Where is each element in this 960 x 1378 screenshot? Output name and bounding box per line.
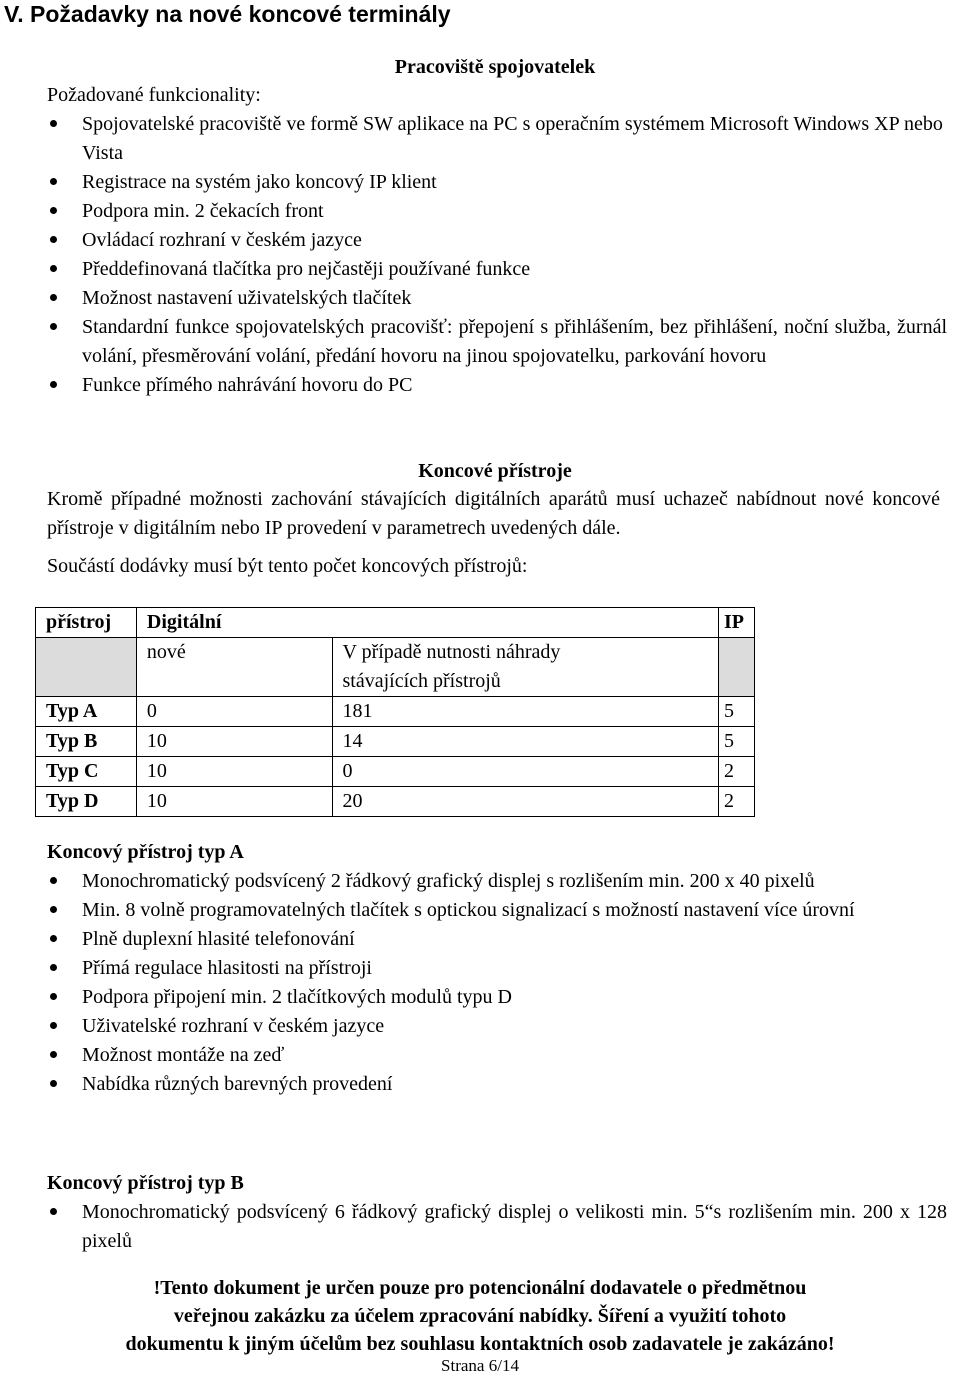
list-item: Plně duplexní hlasité telefonování [47,925,947,954]
functionality-list [47,110,947,400]
row-new: 10 [136,727,332,757]
row-type: Typ C [36,757,137,787]
notice-line: dokumentu k jiným účelům bez souhlasu kontaktních osob zadavatele je zakázáno! [125,1333,835,1355]
list-item: Podpora připojení min. 2 tlačítkových modulů typu D [47,983,947,1012]
header-digital [136,608,718,638]
list-item: Monochromatický podsvícený 6 řádkový grafický displej o velikosti min. 5“s rozlišením min. 200 x 128 pixelů [47,1198,947,1256]
type-a-title: Koncový přístroj typ A [47,841,244,863]
notice-line: veřejnou zakázku za účelem zpracování nabídky. Šíření a využití tohoto [173,1305,787,1327]
table-row [36,787,755,817]
type-a-spec-list [47,867,947,1099]
list-item: Možnost nastavení uživatelských tlačítek [47,284,947,313]
row-ip: 5 [719,727,755,757]
subheader-new: nové [136,638,332,697]
header-digital-label: Digitální [146,611,222,633]
table-subheader-row [36,638,755,697]
row-replacement: 20 [332,787,719,817]
list-item: Standardní funkce spojovatelských pracovišť: přepojení s přihlášením, bez přihlášení, noční služba, žurnál volání, přesměrování volání, předání hovoru na jinou spojovatelku, parkování hovoru [47,313,947,371]
subheader-replacement: V případě nutnosti náhrady stávajících přístrojů [332,638,719,697]
row-new: 10 [136,757,332,787]
row-replacement: 14 [332,727,719,757]
confidentiality-notice [0,1274,960,1358]
type-b-spec-list [47,1198,947,1256]
devices-paragraph: Kromě případné možnosti zachování stávajících digitálních aparátů musí uchazeč nabídnout nové koncové přístroje v digitálním nebo IP provedení v parametrech uvedených dále. [47,488,940,539]
section-heading: V. Požadavky na nové koncové terminály [4,1,451,27]
row-ip: 2 [719,757,755,787]
table-row [36,697,755,727]
list-item: Monochromatický podsvícený 2 řádkový grafický displej s rozlišením min. 200 x 40 pixelů [47,867,947,896]
row-ip: 2 [719,787,755,817]
row-type: Typ B [36,727,137,757]
row-type: Typ A [36,697,137,727]
list-item: Předdefinovaná tlačítka pro nejčastěji používané funkce [47,255,947,284]
list-item: Registrace na systém jako koncový IP klient [47,168,947,197]
list-item: Přímá regulace hlasitosti na přístroji [47,954,947,983]
subsection-title-workstation: Pracoviště spojovatelek [394,56,596,78]
subsection-title-devices: Koncové přístroje [418,460,572,482]
devices-count-intro: Součástí dodávky musí být tento počet koncových přístrojů: [47,555,528,577]
type-b-title: Koncový přístroj typ B [47,1172,244,1194]
list-item: Funkce přímého nahrávání hovoru do PC [47,371,947,400]
list-item: Ovládací rozhraní v českém jazyce [47,226,947,255]
list-item: Možnost montáže na zeď [47,1041,947,1070]
row-ip: 5 [719,697,755,727]
header-device: přístroj [36,608,137,638]
row-replacement: 181 [332,697,719,727]
subheader-ip-empty [719,638,755,697]
table-row [36,727,755,757]
list-item: Uživatelské rozhraní v českém jazyce [47,1012,947,1041]
list-item: Podpora min. 2 čekacích front [47,197,947,226]
list-item: Nabídka různých barevných provedení [47,1070,947,1099]
header-ip: IP [719,608,755,638]
page-number: Strana 6/14 [441,1356,519,1375]
table-header-row [36,608,755,638]
row-new: 10 [136,787,332,817]
device-count-table [35,607,755,817]
subheader-empty [36,638,137,697]
notice-line: !Tento dokument je určen pouze pro potencionální dodavatele o předmětnou [153,1277,807,1299]
row-new: 0 [136,697,332,727]
row-replacement: 0 [332,757,719,787]
table-row [36,757,755,787]
list-item: Min. 8 volně programovatelných tlačítek s optickou signalizací s možností nastavení více úrovní [47,896,947,925]
list-item: Spojovatelské pracoviště ve formě SW aplikace na PC s operačním systémem Microsoft Windows XP nebo Vista [47,110,947,168]
functionality-intro: Požadované funkcionality: [47,84,261,106]
row-type: Typ D [36,787,137,817]
